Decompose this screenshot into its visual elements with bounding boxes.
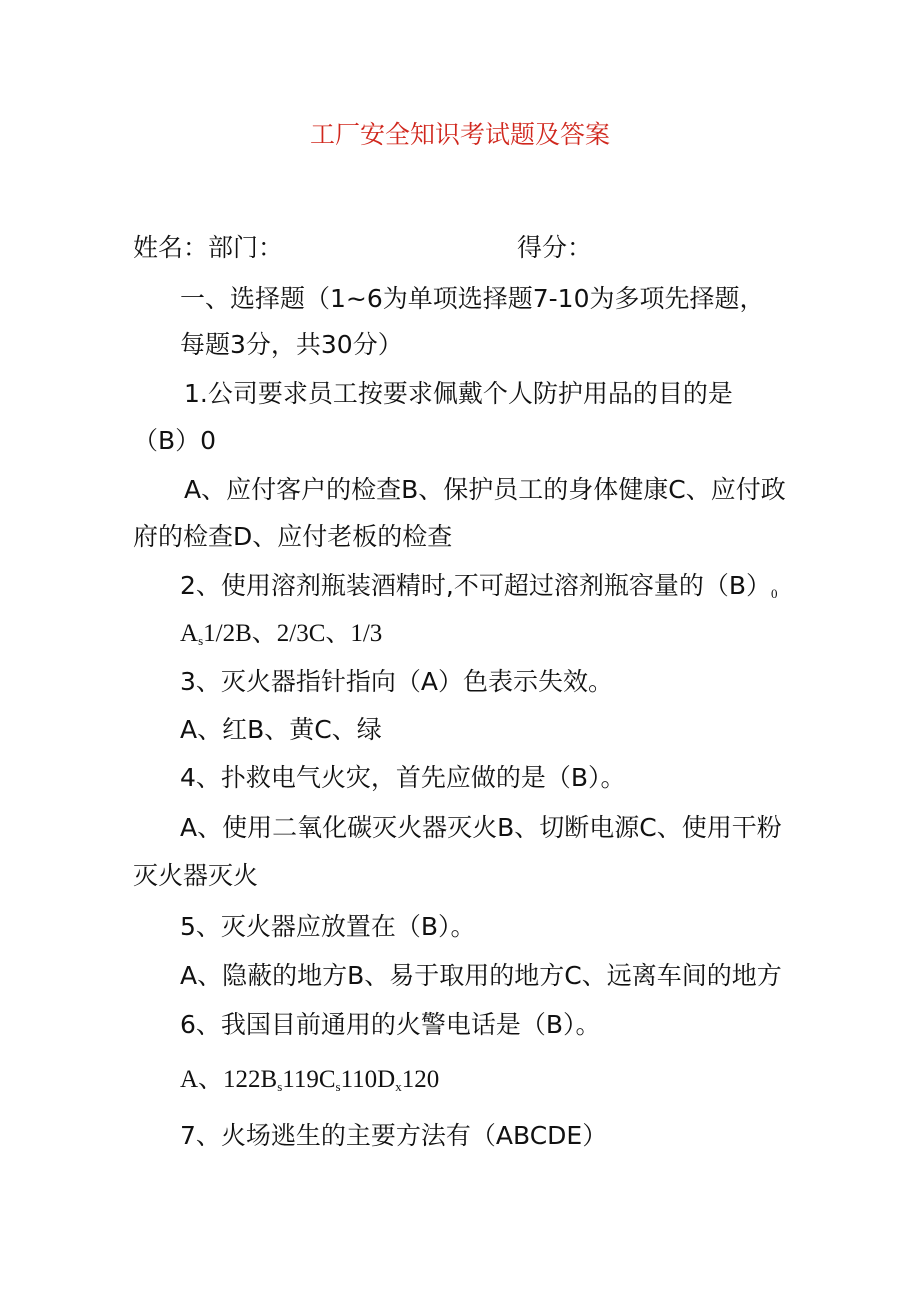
question-4-options-cont: 灭火器灭火 [133, 861, 259, 890]
question-6-option-b: 119C [282, 1066, 336, 1093]
section-heading-line2: 每题3分，共30分） [180, 330, 403, 359]
question-4-stem: 4、扑救电气火灾，首先应做的是（B）。 [180, 763, 626, 792]
question-3-stem: 3、灭火器指针指向（A）色表示失效。 [180, 667, 614, 696]
question-5-stem: 5、灭火器应放置在（B）。 [180, 912, 476, 941]
question-6-stem: 6、我国目前通用的火警电话是（B）。 [180, 1010, 601, 1039]
question-2-option-a: A [180, 620, 199, 647]
question-1-stem: 1.公司要求员工按要求佩戴个人防护用品的目的是 [184, 379, 733, 408]
question-4-options: A、使用二氧化碳灭火器灭火B、切断电源C、使用干粉 [180, 813, 782, 842]
question-2-stem [180, 569, 778, 611]
question-7-stem: 7、火场逃生的主要方法有（ABCDE） [180, 1121, 608, 1150]
header-name-dept: 姓名：部门： [133, 233, 284, 262]
question-6-options [180, 1063, 439, 1104]
question-6-option-c: 110D [340, 1066, 396, 1093]
document-title: 工厂安全知识考试题及答案 [309, 120, 610, 149]
question-2-stem-text: 2、使用溶剂瓶装酒精时,不可超过溶剂瓶容量的（B） [180, 571, 772, 600]
question-6-sub-c: s [335, 1079, 341, 1094]
question-2-options-rest: 1/2B、2/3C、1/3 [203, 620, 383, 647]
question-1-options-cont: 府的检查D、应付老板的检查 [133, 522, 453, 551]
header-score: 得分： [517, 233, 593, 262]
question-1-options: A、应付客户的检查B、保护员工的身体健康C、应付政 [184, 475, 786, 504]
question-2-stem-tail: 0 [771, 586, 778, 601]
question-6-option-a: A、122B [180, 1066, 278, 1093]
question-5-options: A、隐蔽的地方B、易于取用的地方C、远离车间的地方 [180, 961, 782, 990]
question-3-options: A、红B、黄C、绿 [180, 715, 382, 744]
question-1-stem-cont: （B）0 [133, 426, 217, 455]
section-heading-line1: 一、选择题（1~6为单项选择题7-10为多项先择题， [180, 284, 765, 313]
question-6-sub-d: x [395, 1079, 402, 1094]
question-6-option-d: 120 [401, 1066, 440, 1093]
question-6-sub-b: s [277, 1079, 283, 1094]
question-2-option-a-sub: s [198, 633, 204, 648]
question-2-options [180, 617, 382, 658]
